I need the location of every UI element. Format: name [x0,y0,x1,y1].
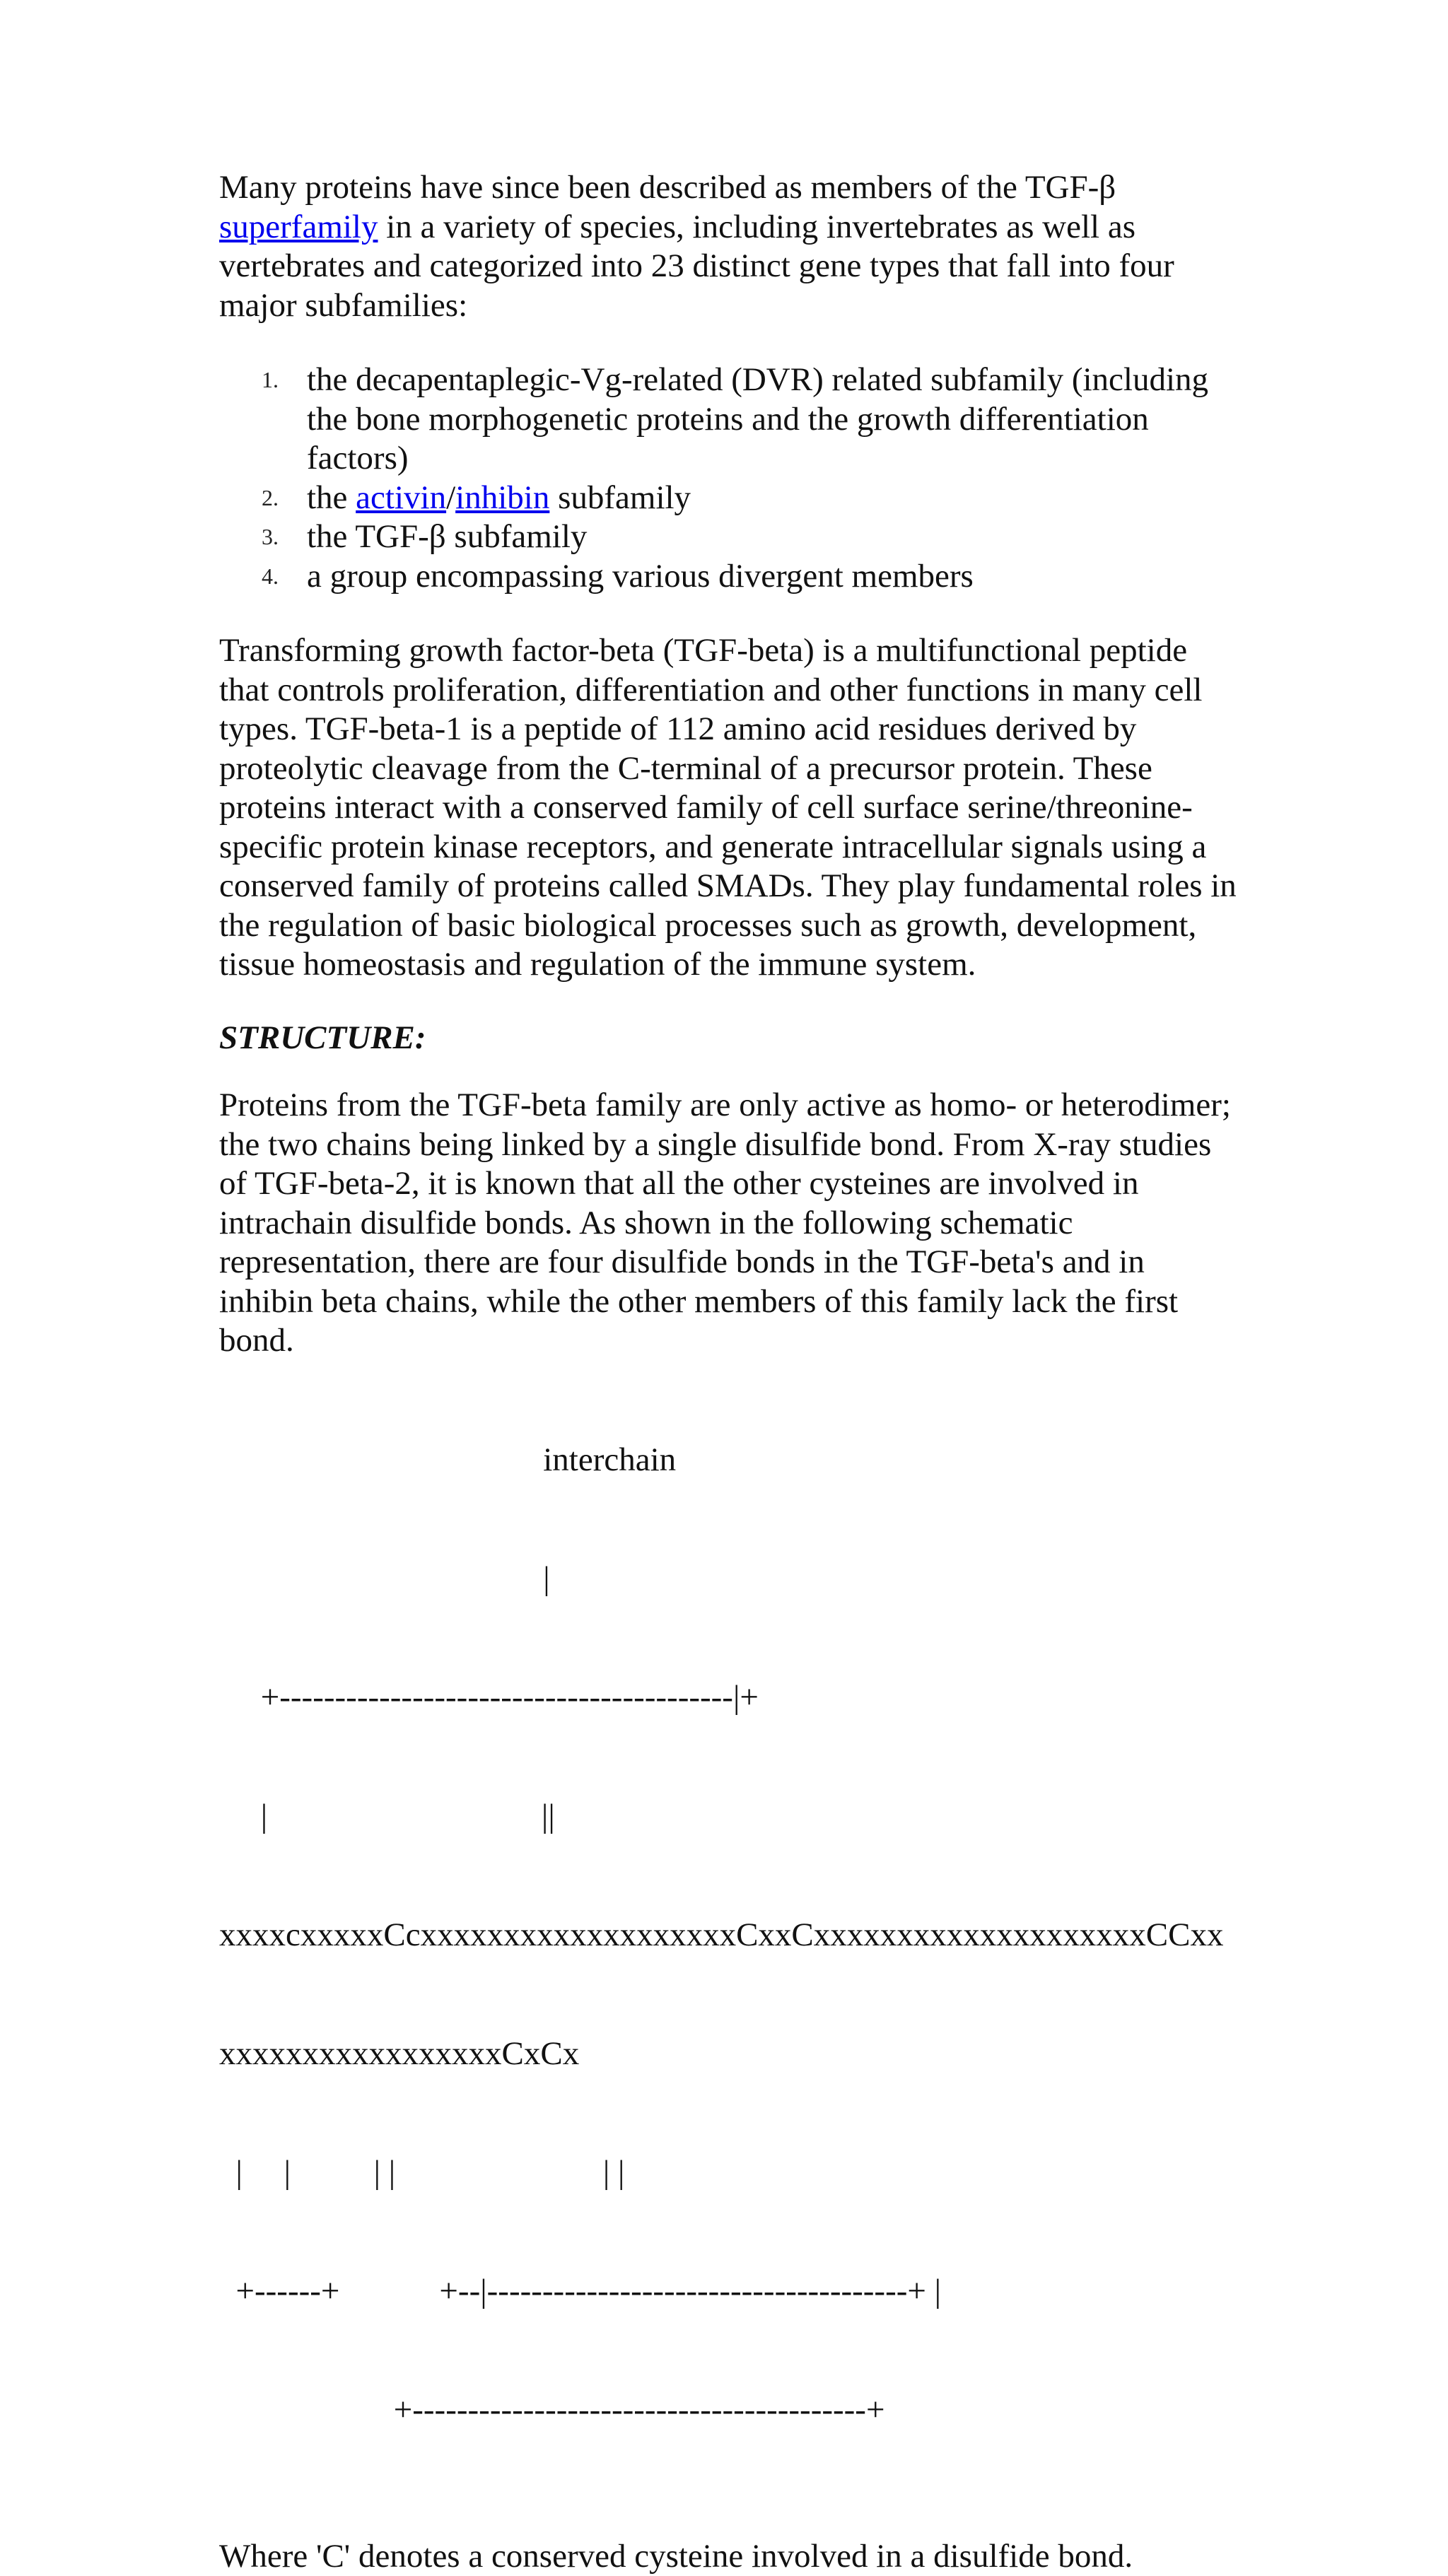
intro-text-before: Many proteins have since been described as members of the TGF-β [219,169,1116,206]
list-item-text: the TGF-β subfamily [307,518,587,555]
schema-line: xxxxxxxxxxxxxxxxxCxCx [219,2034,1237,2073]
schema-line: | || [219,1796,1237,1836]
cysteine-note: Where 'C' denotes a conserved cysteine involved in a disulfide bond. [219,2537,1237,2576]
schema-line: interchain [219,1440,1237,1480]
list-number: 3. [262,517,290,557]
schema-line: xxxxcxxxxxCcxxxxxxxxxxxxxxxxxxxCxxCxxxxxxxxxxxxxxxxxxxxCCxx [219,1915,1237,1955]
schema-line: +-----------------------------------------|+ [219,1678,1237,1717]
list-item [219,517,1237,557]
schema-line: | [219,1559,1237,1598]
disulfide-schema [219,1361,1237,2509]
list-number: 2. [262,479,290,518]
structure-heading: STRUCTURE: [219,1019,1237,1058]
subfamily-list [219,361,1237,596]
schema-line: | | | | | | [219,2153,1237,2192]
list-item-text: the decapentaplegic-Vg-related (DVR) related subfamily (including the bone morphogenetic proteins and the growth differentiation factors) [307,361,1208,476]
list-item-text: a group encompassing various divergent members [307,558,974,595]
schema-line: +------+ +--|--------------------------------------+ | [219,2271,1237,2311]
inhibin-link[interactable]: inhibin [455,479,549,516]
tgf-beta-paragraph: Transforming growth factor-beta (TGF-beta) is a multifunctional peptide that controls proliferation, differentiation and other functions in many cell types. TGF-beta-1 is a peptide of 112 amino acid residues derived by proteolytic cleavage from the C-terminal of a precursor protein. These proteins interact with a conserved family of cell surface serine/threonine-specific protein kinase receptors, and generate intracellular signals using a conserved family of proteins called SMADs. They play fundamental roles in the regulation of basic biological processes such as growth, development, tissue homeostasis and regulation of the immune system. [219,631,1237,985]
list-item [219,557,1237,597]
list-item [219,361,1237,479]
intro-paragraph [219,168,1237,325]
superfamily-link[interactable]: superfamily [219,209,378,245]
activin-link[interactable]: activin [356,479,446,516]
list-item [219,479,1237,518]
intro-text-after: in a variety of species, including invertebrates as well as vertebrates and categorized into 23 distinct gene types that fall into four major subfamilies: [219,209,1174,324]
list-item-post: subfamily [549,479,691,516]
document-body [219,168,1237,2576]
structure-paragraph: Proteins from the TGF-beta family are only active as homo- or heterodimer; the two chains being linked by a single disulfide bond. From X-ray studies of TGF-beta-2, it is known that all the other cysteines are involved in intrachain disulfide bonds. As shown in the following schematic representation, there are four disulfide bonds in the TGF-beta's and in inhibin beta chains, while the other members of this family lack the first bond. [219,1086,1237,1361]
list-number: 1. [262,361,290,400]
list-number: 4. [262,557,290,597]
list-item-sep: / [446,479,455,516]
schema-line: +-----------------------------------------+ [219,2390,1237,2430]
list-item-pre: the [307,479,356,516]
